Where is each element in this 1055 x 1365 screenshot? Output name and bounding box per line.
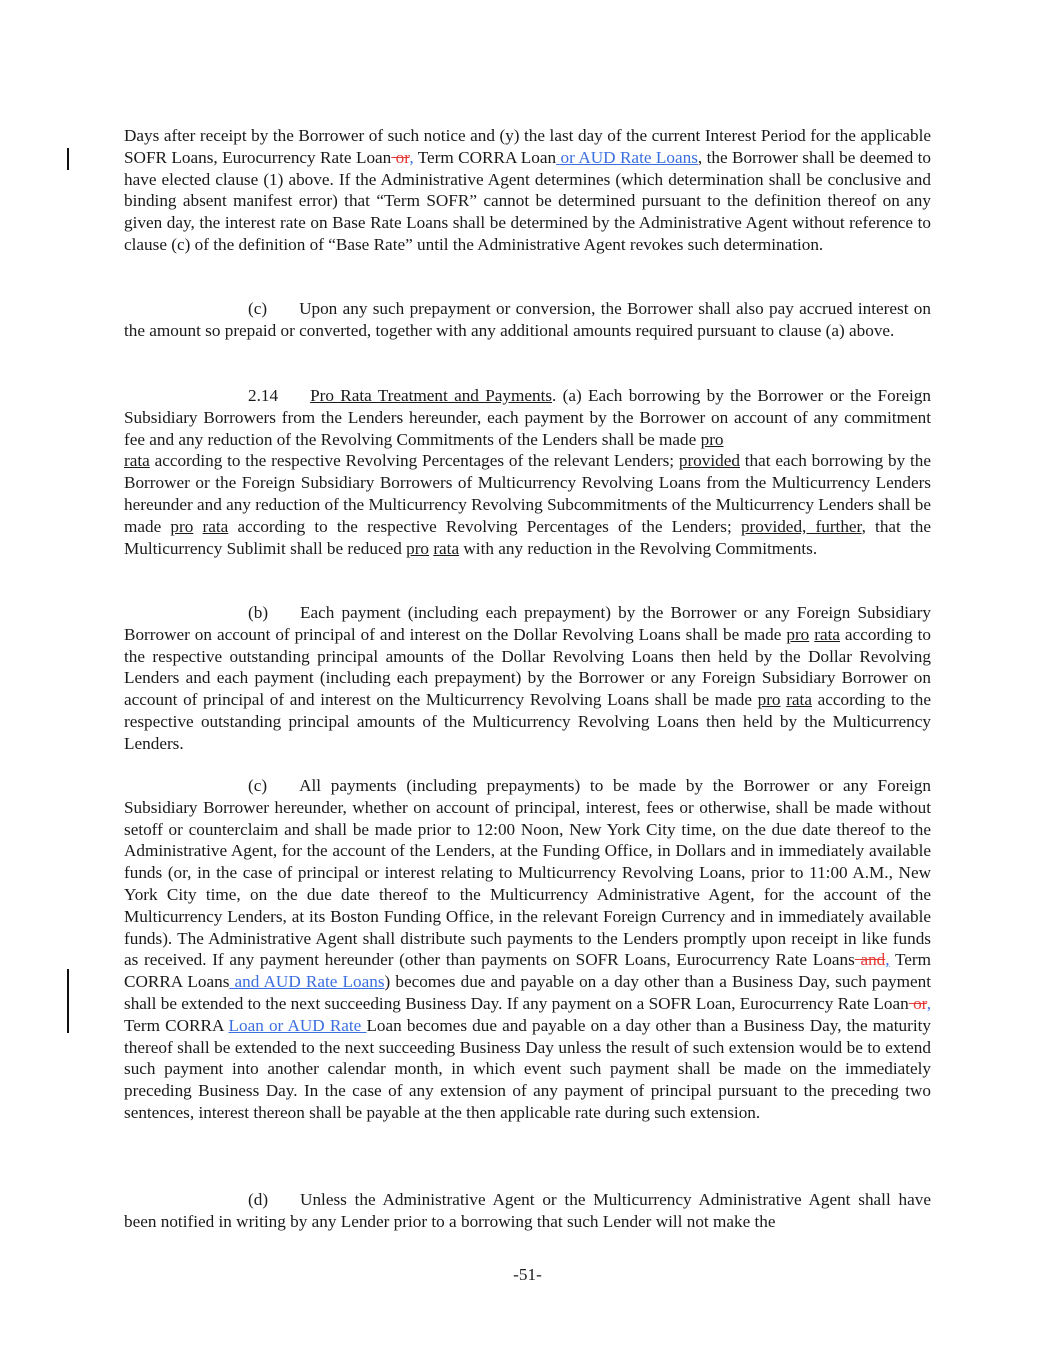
insertion-mark: , bbox=[926, 993, 932, 1013]
clause-number: (c) bbox=[248, 776, 268, 795]
paragraph-c-all-payments: (c) All payments (including prepayments) to be made by the Borrower or any Foreign Subsidiary Borrower hereunder, whether on account of principal, interest, fees or otherwise, shall be made without setoff or counterclaim and shall be made prior to 12:00 Noon, New York City time, on the due date thereof to the Administrative Agent, for the account of the Lenders, at the Funding Office, in Dollars and in immediately available funds (or, in the case of principal or interest relating to Multicurrency Revolving Loans, prior to 11:00 A.M., New York City time, on the due date thereof to the Multicurrency Administrative Agent, for the account of the Multicurrency Lenders, at its Boston Funding Office, in the relevant Foreign Currency and in immediately available funds). The Administrative Agent shall distribute such payments to the Lenders promptly upon receipt in like funds as received. If any payment hereunder (other than payments on SOFR Loans, Eurocurrency Rate Loans and, Term CORRA Loans and AUD Rate Loans) becomes due and payable on a day other than a Business Day, such payment shall be extended to the next succeeding Business Day. If any payment on a SOFR Loan, Eurocurrency Rate Loan or, Term CORRA Loan or AUD Rate Loan becomes due and payable on a day other than a Business Day, the maturity thereof shall be extended to the next succeeding Business Day unless the result of such extension would be to extend such payment into another calendar month, in which event such payment shall be made on the immediately preceding Business Day. In the case of any extension of any payment of principal pursuant to the preceding two sentences, interest thereon shall be payable at the then applicable rate during such extension. bbox=[124, 776, 932, 1122]
clause-number: (b) bbox=[248, 603, 269, 622]
insertion-mark: or AUD Rate Loans bbox=[556, 147, 698, 167]
paragraph-d-unless: (d) Unless the Administrative Agent or the Multicurrency Administrative Agent shall have been notified in writing by any Lender prior to a borrowing that such Lender will not make the bbox=[124, 1190, 931, 1231]
section-2-14: 2.14 Pro Rata Treatment and Payments. (a) Each borrowing by the Borrower or the Foreign Subsidiary Borrowers from the Lenders hereunder, each payment by the Borrower on account of any commitment fee and any reduction of the Revolving Commitments of the Lenders shall be made pro rata according to the respective Revolving Percentages of the relevant Lenders; provided that each borrowing by the Borrower or the Foreign Subsidiary Borrowers of Multicurrency Revolving Loans from the Multicurrency Lenders hereunder and any reduction of the Multicurrency Revolving Subcommitments of the Multicurrency Lenders shall be made pro rata according to the respective Revolving Percentages of the Lenders; provided, further, that the Multicurrency Sublimit shall be reduced pro rata with any reduction in the Revolving Commitments. bbox=[124, 386, 931, 558]
change-bar bbox=[67, 969, 69, 1013]
clause-number: (c) bbox=[248, 299, 268, 318]
insertion-mark: , bbox=[409, 147, 414, 167]
clause-number: (d) bbox=[248, 1190, 269, 1209]
section-heading: Pro Rata Treatment and Payments bbox=[310, 386, 553, 405]
deletion-mark: and bbox=[854, 950, 886, 970]
section-number: 2.14 bbox=[248, 386, 279, 405]
paragraph-c-prepayment: (c) Upon any such prepayment or conversion, the Borrower shall also pay accrued interest on the amount so prepaid or converted, together with any additional amounts required pursuant to clause (a) above. bbox=[124, 299, 931, 340]
deletion-mark: or bbox=[908, 993, 927, 1013]
deletion-mark: or bbox=[391, 147, 410, 167]
change-bar bbox=[67, 1011, 69, 1033]
page-number: -51- bbox=[513, 1265, 542, 1284]
insertion-mark: and AUD Rate Loans bbox=[229, 972, 385, 992]
change-bar bbox=[67, 148, 69, 170]
paragraph-b-payments: (b) Each payment (including each prepayment) by the Borrower or any Foreign Subsidiary Borrower on account of principal of and interest on the Dollar Revolving Loans shall be made pro rata according to the respective outstanding principal amounts of the Dollar Revolving Loans then held by the Dollar Revolving Lenders and each payment (including each prepayment) by the Borrower or any Foreign Subsidiary Borrower on account of principal of and interest on the Multicurrency Revolving Loans shall be made pro rata according to the respective outstanding principal amounts of the Multicurrency Revolving Loans then held by the Multicurrency Lenders. bbox=[124, 603, 932, 753]
insertion-mark: , bbox=[885, 950, 890, 970]
paragraph-continuation: Days after receipt by the Borrower of such notice and (y) the last day of the current Interest Period for the applicable SOFR Loans, Eurocurrency Rate Loan or, Term CORRA Loan or AUD Rate Loans, the Borrower shall be deemed to have elected clause (1) above. If the Administrative Agent determines (which determination shall be conclusive and binding absent manifest error) that “Term SOFR” cannot be determined pursuant to the definition thereof on any given day, the interest rate on Base Rate Loans shall be determined by the Administrative Agent without reference to clause (c) of the definition of “Base Rate” until the Administrative Agent revokes such determination. bbox=[124, 126, 931, 254]
insertion-mark: Loan or AUD Rate bbox=[228, 1015, 367, 1035]
